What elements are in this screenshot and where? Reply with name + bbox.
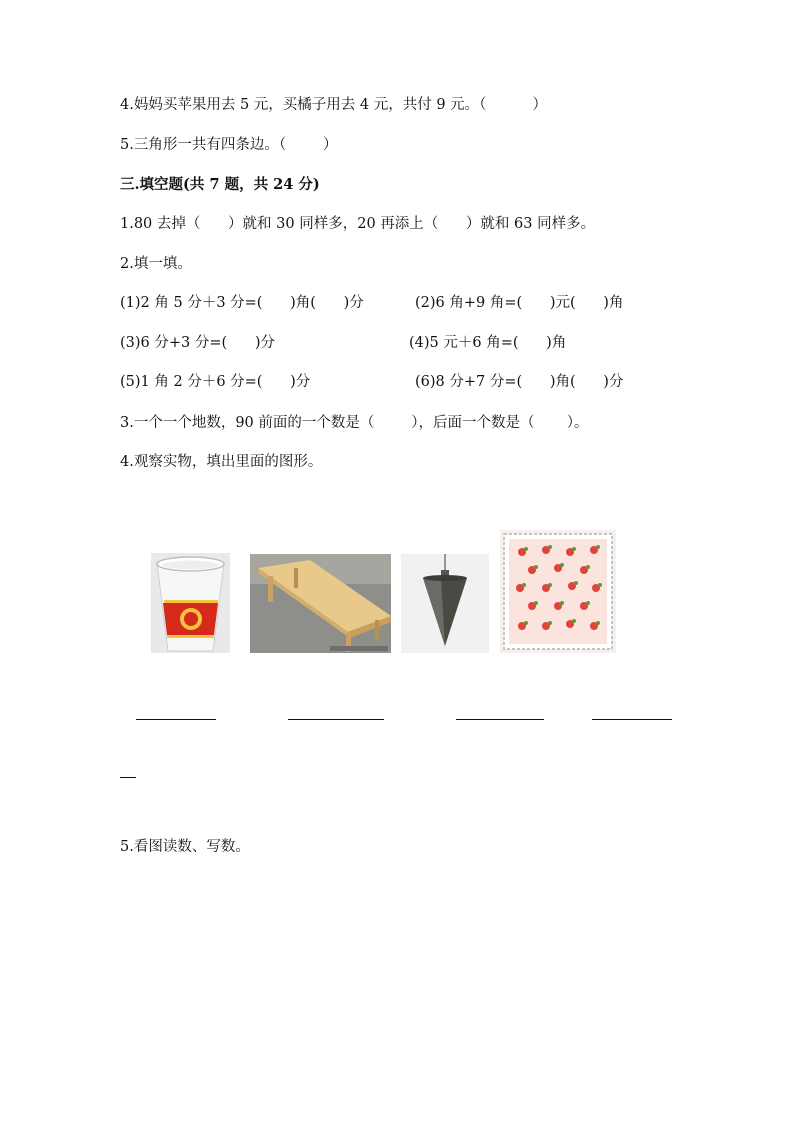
fill-q1: 1.80 去掉（ ）就和 30 同样多，20 再添上（ ）就和 63 同样多。 <box>120 216 596 232</box>
answer-blank-1[interactable] <box>136 719 216 720</box>
wooden-bench-image <box>250 554 391 653</box>
cone-plumb-bob-image <box>401 554 489 653</box>
fill-q2-item-3: (3)6 分+3 分=( )分 <box>120 335 275 351</box>
fill-q2-item-2: (2)6 角+9 角=( )元( )角 <box>415 295 624 311</box>
fill-q5: 5.看图读数、写数。 <box>120 839 250 855</box>
fill-q2-item-5: (5)1 角 2 分＋6 分=( )分 <box>120 374 311 390</box>
answer-blank-4[interactable] <box>592 719 672 720</box>
answer-blank-3[interactable] <box>456 719 544 720</box>
fill-q4-title: 4.观察实物，填出里面的图形。 <box>120 454 323 470</box>
answer-blank-overflow[interactable] <box>120 777 136 778</box>
fill-q2-item-1: (1)2 角 5 分＋3 分=( )角( )分 <box>120 295 364 311</box>
judgement-q4: 4.妈妈买苹果用去 5 元，买橘子用去 4 元，共付 9 元。（ ） <box>120 97 548 113</box>
fill-q2-title: 2.填一填。 <box>120 256 192 272</box>
paper-cup-image <box>151 553 230 653</box>
handkerchief-image <box>500 530 616 653</box>
fill-q2-item-6: (6)8 分+7 分=( )角( )分 <box>415 374 624 390</box>
section-heading: 三.填空题(共 7 题，共 24 分) <box>120 176 320 193</box>
fill-q3: 3.一个一个地数，90 前面的一个数是（ ），后面一个数是（ ）。 <box>120 415 589 431</box>
answer-blank-2[interactable] <box>288 719 384 720</box>
judgement-q5: 5.三角形一共有四条边。（ ） <box>120 137 338 153</box>
fill-q2-item-4: (4)5 元＋6 角=( )角 <box>409 335 567 351</box>
